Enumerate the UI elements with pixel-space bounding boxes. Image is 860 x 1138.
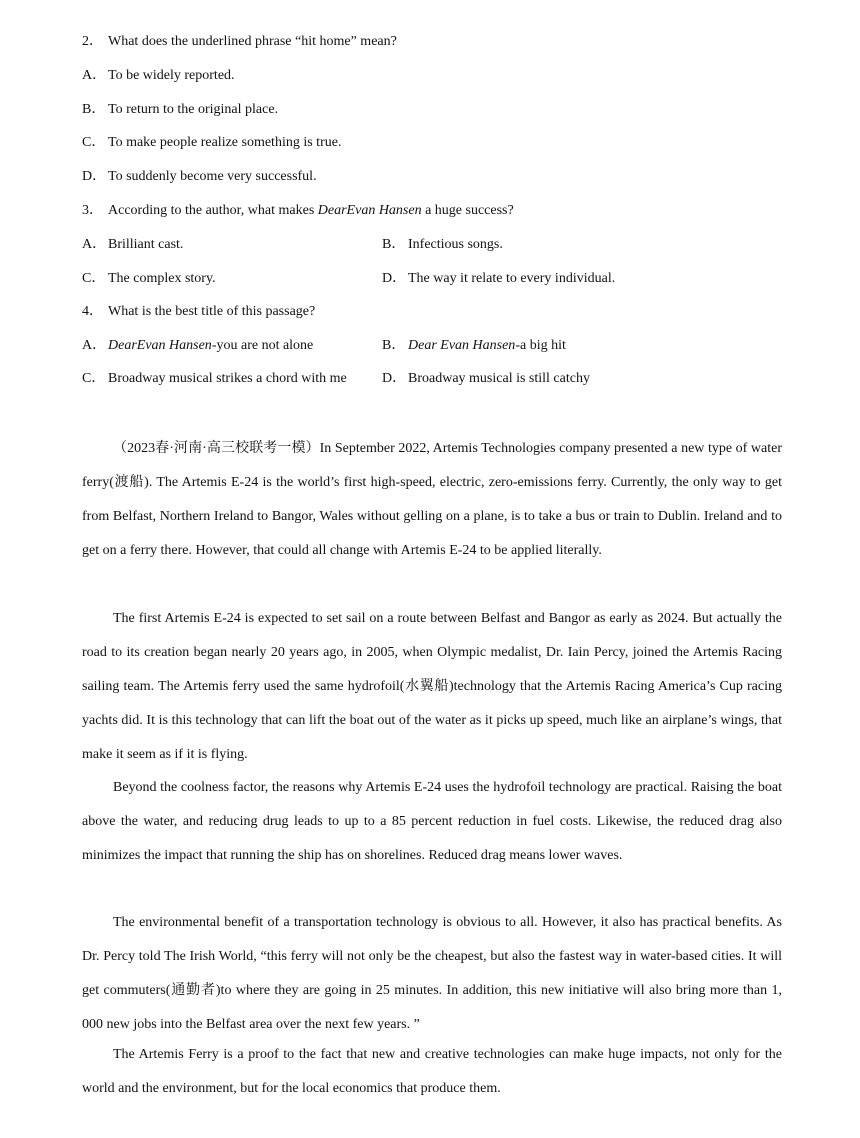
option-text: -a big hit (515, 338, 566, 353)
option-text-italic: DearEvan Hansen (108, 338, 212, 353)
option-letter: D． (382, 371, 407, 386)
question-2-option-a (82, 67, 235, 85)
passage-paragraph-2 (82, 602, 782, 772)
option-text: Broadway musical strikes a chord with me (108, 371, 347, 386)
passage-paragraph-4 (82, 906, 782, 1042)
passage-paragraph-5 (82, 1038, 782, 1106)
option-letter: D． (82, 169, 107, 184)
option-text: The complex story. (108, 271, 216, 286)
question-number: 4． (82, 304, 103, 319)
option-letter: B． (82, 102, 106, 117)
option-letter: D． (382, 271, 407, 286)
question-3-option-b (382, 236, 503, 254)
option-letter: B． (382, 237, 406, 252)
question-2-stem (82, 33, 397, 51)
question-3-option-c (82, 270, 216, 288)
passage-paragraph-1 (82, 432, 782, 568)
option-text: -you are not alone (211, 338, 314, 353)
option-text: Brilliant cast. (108, 237, 184, 252)
option-letter: C． (82, 135, 106, 150)
option-letter: A． (82, 338, 107, 353)
paragraph-text: The environmental benefit of a transportation technology is obvious to all. However, it also has practical benefits. As Dr. Percy told The Irish World, “this ferry will not only be the cheapest, but also the fastest way in water-based cities. It will get commuters(通勤者)to where they are going in 25 minutes. In addition, this new initiative will also bring more than 1, 000 new jobs into the Belfast area over the next few years. ” (82, 915, 782, 1032)
paragraph-text: Beyond the coolness factor, the reasons why Artemis E-24 uses the hydrofoil technology are practical. Raising the boat above the water, and reducing drug leads to up to a 85 percent reduction in fuel costs. Likewise, the reduced drag also minimizes the impact that running the ship has on shorelines. Reduced drag means lower waves. (82, 780, 782, 863)
passage-paragraph-3 (82, 771, 782, 873)
question-number: 2． (82, 34, 103, 49)
question-2-option-b (82, 101, 278, 119)
option-text: Broadway musical is still catchy (408, 371, 590, 386)
paragraph-text: In September 2022, Artemis Technologies company presented a new type of water ferry(渡船). The Artemis E-24 is the world’s first high-speed, electric, zero-emissions ferry. Currently, the only way to get from Belfast, Northern Ireland to Bangor, Wales without gelling on a plane, is to take a bus or train to Dublin. Ireland and to get on a ferry there. However, that could all change with Artemis E-24 to be applied literally. (82, 441, 783, 558)
option-text: The way it relate to every individual. (408, 271, 616, 286)
passage-source: （2023春·河南·高三校联考一模） (113, 441, 320, 456)
question-4-option-d (382, 370, 590, 388)
option-text: To return to the original place. (108, 102, 279, 117)
option-text: To make people realize something is true. (108, 135, 342, 150)
option-text: To suddenly become very successful. (108, 169, 317, 184)
question-text: What does the underlined phrase “hit home” mean? (108, 34, 397, 49)
option-letter: B． (382, 338, 406, 353)
question-4-option-b (382, 337, 566, 355)
question-3-option-d (382, 270, 615, 288)
question-4-option-a (82, 337, 313, 355)
option-text-italic: Dear Evan Hansen (408, 338, 516, 353)
option-letter: C． (82, 271, 106, 286)
question-2-option-c (82, 134, 341, 152)
question-text-italic: DearEvan Hansen (317, 203, 422, 218)
option-text: Infectious songs. (408, 237, 503, 252)
question-3-stem (82, 202, 514, 220)
question-2-option-d (82, 168, 317, 186)
paragraph-text: The Artemis Ferry is a proof to the fact that new and creative technologies can make huge impacts, not only for the world and the environment, but for the local economics that produce them. (82, 1047, 782, 1096)
option-letter: A． (82, 237, 107, 252)
option-letter: C． (82, 371, 106, 386)
question-number: 3． (82, 203, 103, 218)
question-4-option-c (82, 370, 347, 388)
paragraph-text: The first Artemis E-24 is expected to set sail on a route between Belfast and Bangor as early as 2024. But actually the road to its creation began nearly 20 years ago, in 2005, when Olympic medalist, Dr. Iain Percy, joined the Artemis Racing sailing team. The Artemis ferry used the same hydrofoil(水翼船)technology that the Artemis Racing America’s Cup racing yachts did. It is this technology that can lift the boat out of the water as it picks up speed, much like an airplane’s wings, that make it seem as if it is flying. (82, 611, 782, 762)
question-text-before: According to the author, what makes (108, 203, 318, 218)
option-text: To be widely reported. (108, 68, 235, 83)
option-letter: A． (82, 68, 107, 83)
question-text: What is the best title of this passage? (108, 304, 316, 319)
question-text-after: a huge success? (421, 203, 514, 218)
question-3-option-a (82, 236, 183, 254)
question-4-stem (82, 303, 315, 321)
